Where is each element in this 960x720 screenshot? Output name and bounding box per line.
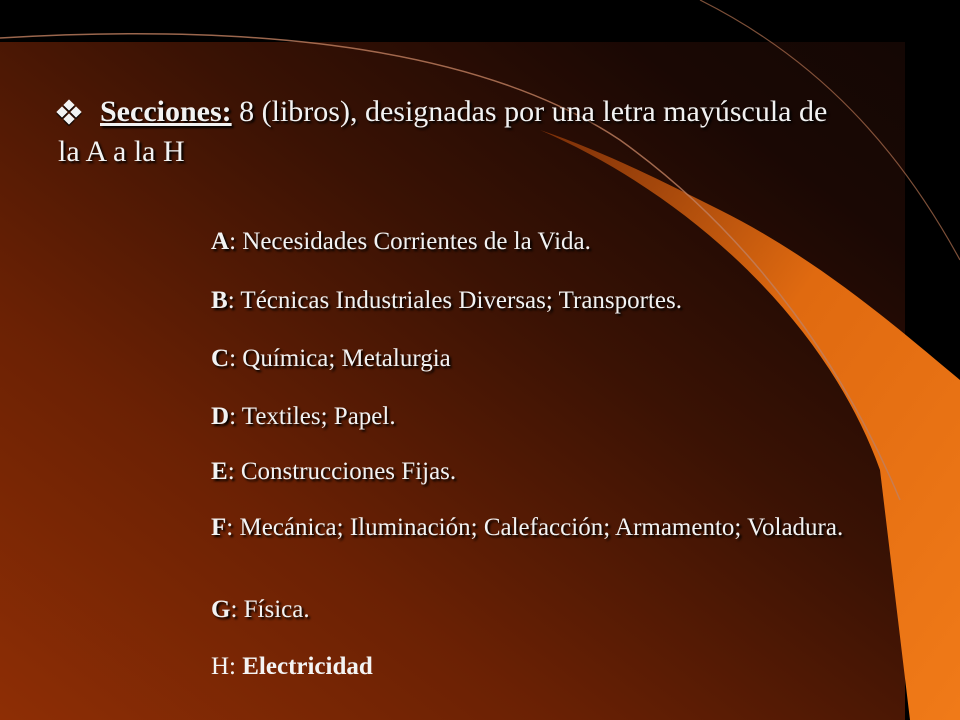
section-letter: H: [211, 653, 243, 680]
list-item [211, 514, 919, 542]
section-letter: C [211, 345, 230, 372]
list-item [211, 287, 919, 315]
heading-text: 8 (libros), designadas por una letra mayúscula de la A a la H [58, 95, 828, 168]
section-desc: : Técnicas Industriales Diversas; Transportes. [227, 287, 683, 314]
heading-lead: Secciones: [100, 95, 232, 128]
list-item [211, 403, 919, 431]
section-desc: : Mecánica; Iluminación; Calefacción; Armamento; Voladura. [226, 514, 844, 541]
section-letter: E [211, 458, 228, 485]
section-letter: G [211, 596, 231, 623]
list-item [211, 653, 919, 681]
list-item [211, 345, 919, 373]
section-desc: Electricidad [242, 653, 373, 680]
section-letter: F [211, 514, 227, 541]
list-item [211, 228, 919, 256]
section-letter: B [211, 287, 228, 314]
four-diamond-bullet-icon [58, 101, 80, 123]
section-desc: : Química; Metalurgia [229, 345, 451, 372]
list-item [211, 596, 919, 624]
section-letter: A [211, 228, 230, 255]
section-desc: : Textiles; Papel. [229, 403, 396, 430]
section-desc: : Construcciones Fijas. [227, 458, 457, 485]
section-desc: : Física. [230, 596, 310, 623]
section-heading [58, 92, 848, 172]
section-desc: : Necesidades Corrientes de la Vida. [229, 228, 591, 255]
list-item [211, 458, 919, 486]
section-letter: D [211, 403, 230, 430]
